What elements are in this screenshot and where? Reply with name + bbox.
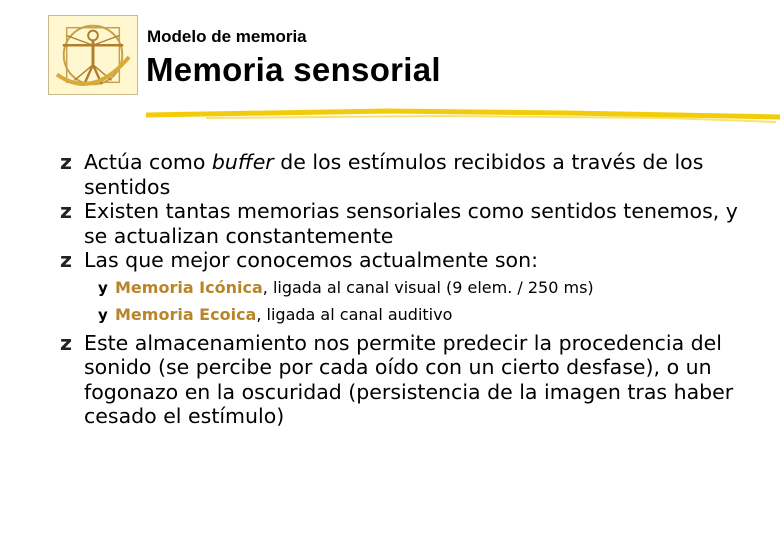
bullet-conocemos: z Las que mejor conocemos actualmente son:: [60, 248, 539, 272]
subbullet-marker: y: [98, 305, 108, 324]
subbullet-iconica: y Memoria Icónica, ligada al canal visual (9 elem. / 250 ms): [60, 275, 760, 300]
bullet-marker: z: [60, 330, 72, 355]
vitruvian-man-logo: [48, 15, 138, 95]
slide-subtitle: Modelo de memoria: [147, 27, 307, 46]
bullet-tantas-memorias: z Existen tantas memorias sensoriales como sentidos tenemos, y se actualizan constantemente: [60, 199, 738, 248]
bullet-buffer: z Actúa como buffer de los estímulos recibidos a través de los sentidos: [60, 150, 704, 199]
bullet-marker: z: [60, 150, 72, 174]
bullet-marker: z: [60, 199, 72, 223]
term-ecoica: Memoria Ecoica: [115, 304, 257, 324]
slide-body: [60, 150, 760, 429]
bullet-almacenamiento: z Este almacenamiento nos permite predecir la procedencia del sonido (se percibe por cada oído con un cierto desfase), o un fogonazo en la oscuridad (persistencia de la imagen tras haber cesado el estímulo): [60, 330, 734, 428]
slide-title: Memoria sensorial: [146, 51, 441, 88]
bullet-marker: z: [60, 248, 72, 272]
term-iconica: Memoria Icónica: [115, 277, 263, 297]
subbullet-ecoica: y Memoria Ecoica, ligada al canal auditivo: [60, 302, 760, 327]
title-underline: [146, 104, 780, 130]
subbullet-marker: y: [98, 278, 108, 297]
